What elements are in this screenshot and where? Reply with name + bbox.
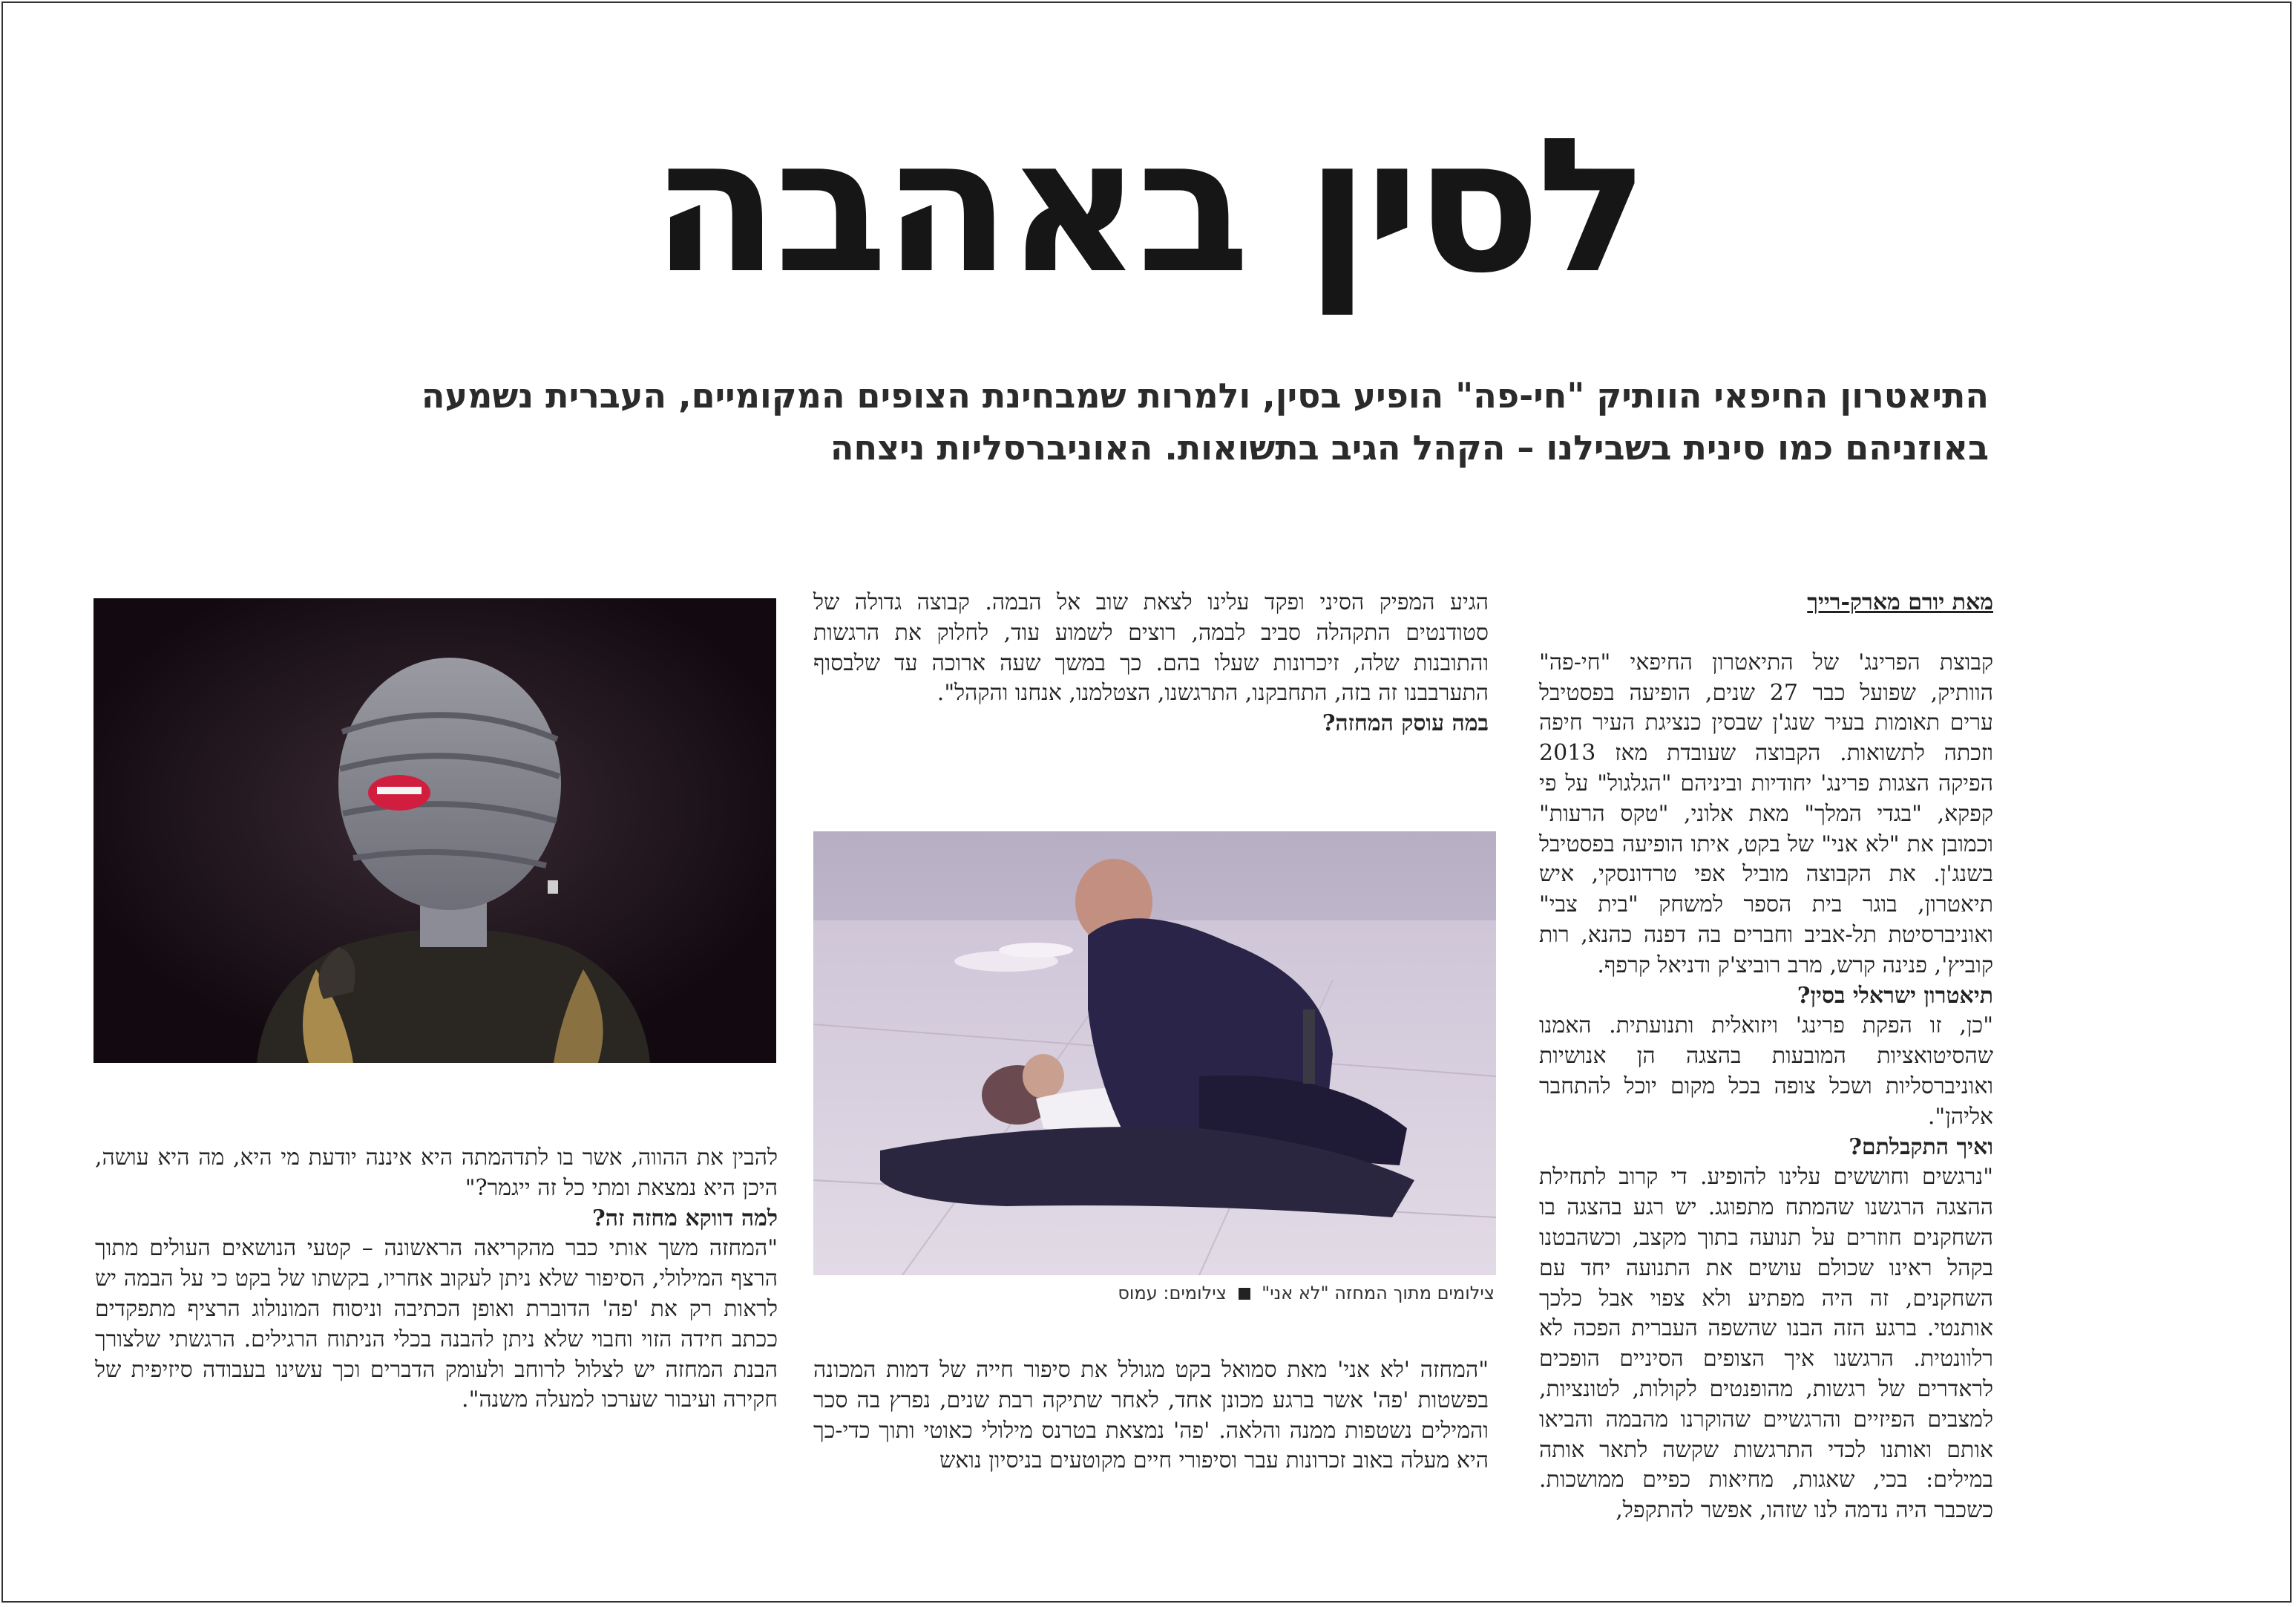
subheadline: התיאטרון החיפאי הוותיק "חי-פה" הופיע בסין, ולמרות שמבחינת הצופים המקומיים, העברית נשמעה באוזניהם כמו סינית בשבילנו – הקהל הגיב בתשואות. האוניברסליות ניצחה: [421, 376, 1989, 468]
article-column-middle-top: [813, 588, 1489, 739]
stage-photo-masked-actress: [94, 598, 776, 1063]
paragraph: "כן, זו הפקת פרינג' ויזואלית ותנועתית. האמנו שהסיטואציות המובעות בהצגה הן אנושיות ואוניברסליות ושכל צופה בכל מקום יוכל להתחבר אליהן".: [1539, 1012, 1993, 1130]
caption-text: צילומים מתוך המחזה "לא אני": [1262, 1283, 1495, 1303]
article-column-middle-bottom: [813, 1355, 1489, 1476]
photo-credit: צילומים: עמוס: [1118, 1283, 1227, 1303]
question-heading: למה דווקא מחזה זה?: [592, 1205, 778, 1231]
question-heading: במה עוסק המחזה?: [1322, 710, 1489, 737]
paragraph: "המחזה 'לא אני' מאת סמואל בקט מגולל את סיפור חייה של דמות המכונה בפשטות 'פה' אשר ברגע מכונן אחד, לאחר שתיקה רבת שנים, נפרץ בה סכר והמילים נשטפות ממנה והלאה. 'פה' נמצאת בטרנס מילולי כאוטי ותוך כדי-כך היא מעלה באוב זכרונות עבר וסיפורי חיים מקוטעים בניסיון נואש: [813, 1357, 1489, 1474]
paragraph: להבין את ההווה, אשר בו לתדהמתה היא איננה יודעת מי היא, מה היא עושה, היכן היא נמצאת ומתי כל זה ייגמר?": [95, 1145, 778, 1201]
photo-caption: [813, 1283, 1495, 1303]
question-heading: תיאטרון ישראלי בסין?: [1797, 982, 1993, 1009]
article-column-left: [95, 1143, 778, 1415]
stage-photo-actors: [813, 831, 1496, 1275]
byline: מאת יורם מארק-רייך: [1807, 589, 1993, 615]
question-heading: ואיך התקבלתם?: [1849, 1133, 1993, 1160]
paragraph: "המחזה משך אותי כבר מהקריאה הראשונה – קטעי הנושאים העולים מתוך הרצף המילולי, הסיפור שלא ניתן לעקוב אחריו, בקשתו של בקט כי על הבמה יש לראות רק את 'פה' הדוברת ואופן הכתיבה וניסוח המונולוג הרציף מתפקדים ככתב חידה הזוי וחבוי שלא ניתן להבנה בכלי הניתוח הרגילים. הרגשתי שלצורך הבנת המחזה יש לצלול לרוחב ולעומק הדברים וכך עשינו בעבודה סיזיפית של חקירה ועיבור שערכו למעלה משנה".: [95, 1235, 778, 1413]
article-column-right: [1539, 588, 1993, 1526]
paragraph: "נרגשים וחוששים עלינו להופיע. די קרוב לתחילת ההצגה הרגשנו שהמתח מתפוגג. יש רגע בהצגה בו השחקנים חוזרים על תנועה בתוך מקצב, וכשהבטנו בקהל ראינו שכולם עושים את התנועה יחד עם השחקנים, זה היה מפתיע ולא צפוי אבל כלכך אותנטי. ברגע הזה הבנו שהשפה העברית הפכה לא רלוונטית. הרגשנו איך הצופים הסיניים הופכים לראדרים של רגשות, מהופנטים לקולות, לטונציות, למצבים הפיזיים והרגשיים שהוקרנו מהבמה והביאו אותם ואותנו לכדי התרגשות שקשה לתאר אותה במילים: בכי, שאגות, מחיאות כפיים ממושכות. כשכבר היה נדמה לנו שזהו, אפשר להתקפל,: [1539, 1164, 1993, 1524]
paragraph: הגיע המפיק הסיני ופקד עלינו לצאת שוב אל הבמה. קבוצה גדולה של סטודנטים התקהלה סביב לבמה, רוצים לשמוע עוד, לחלוק את הרגשות והתובנות שלה, זיכרונות שעלו בהם. כך במשך שעה ארוכה עד שלבסוף התערבבנו זה בזה, התחבקנו, התרגשנו, הצטלמנו, אנחנו והקהל".: [813, 589, 1489, 707]
paragraph: קבוצת הפרינג' של התיאטרון החיפאי "חי-פה" הוותיק, שפועל כבר 27 שנים, הופיעה בפסטיבל ערים תאומות בעיר שנג'ן שבסין כנציגת העיר חיפה וזכתה לתשואות. הקבוצה שעובדת מאז 2013 הפיקה הצגות פרינג' יחודיות וביניהם "הגלגול" על פי קפקא, "בגדי המלך" מאת אלוני, "טקס הרעות" וכמובן את "לא אני" של בקט, איתו הופיעה בפסטיבל בשנג'ן. את הקבוצה מוביל אפי טרדונסקי, איש תיאטרון, בוגר בית הספר למשחק "בית צבי" ואוניברסיטת תל-אביב וחברים בה דפנה כהנא, רות קוביץ', פנינה קרש, מרב רוביצ'ק ודניאל קרפף.: [1539, 649, 1993, 978]
square-bullet-icon: [1239, 1288, 1250, 1300]
headline: לסין באהבה: [651, 98, 1645, 314]
